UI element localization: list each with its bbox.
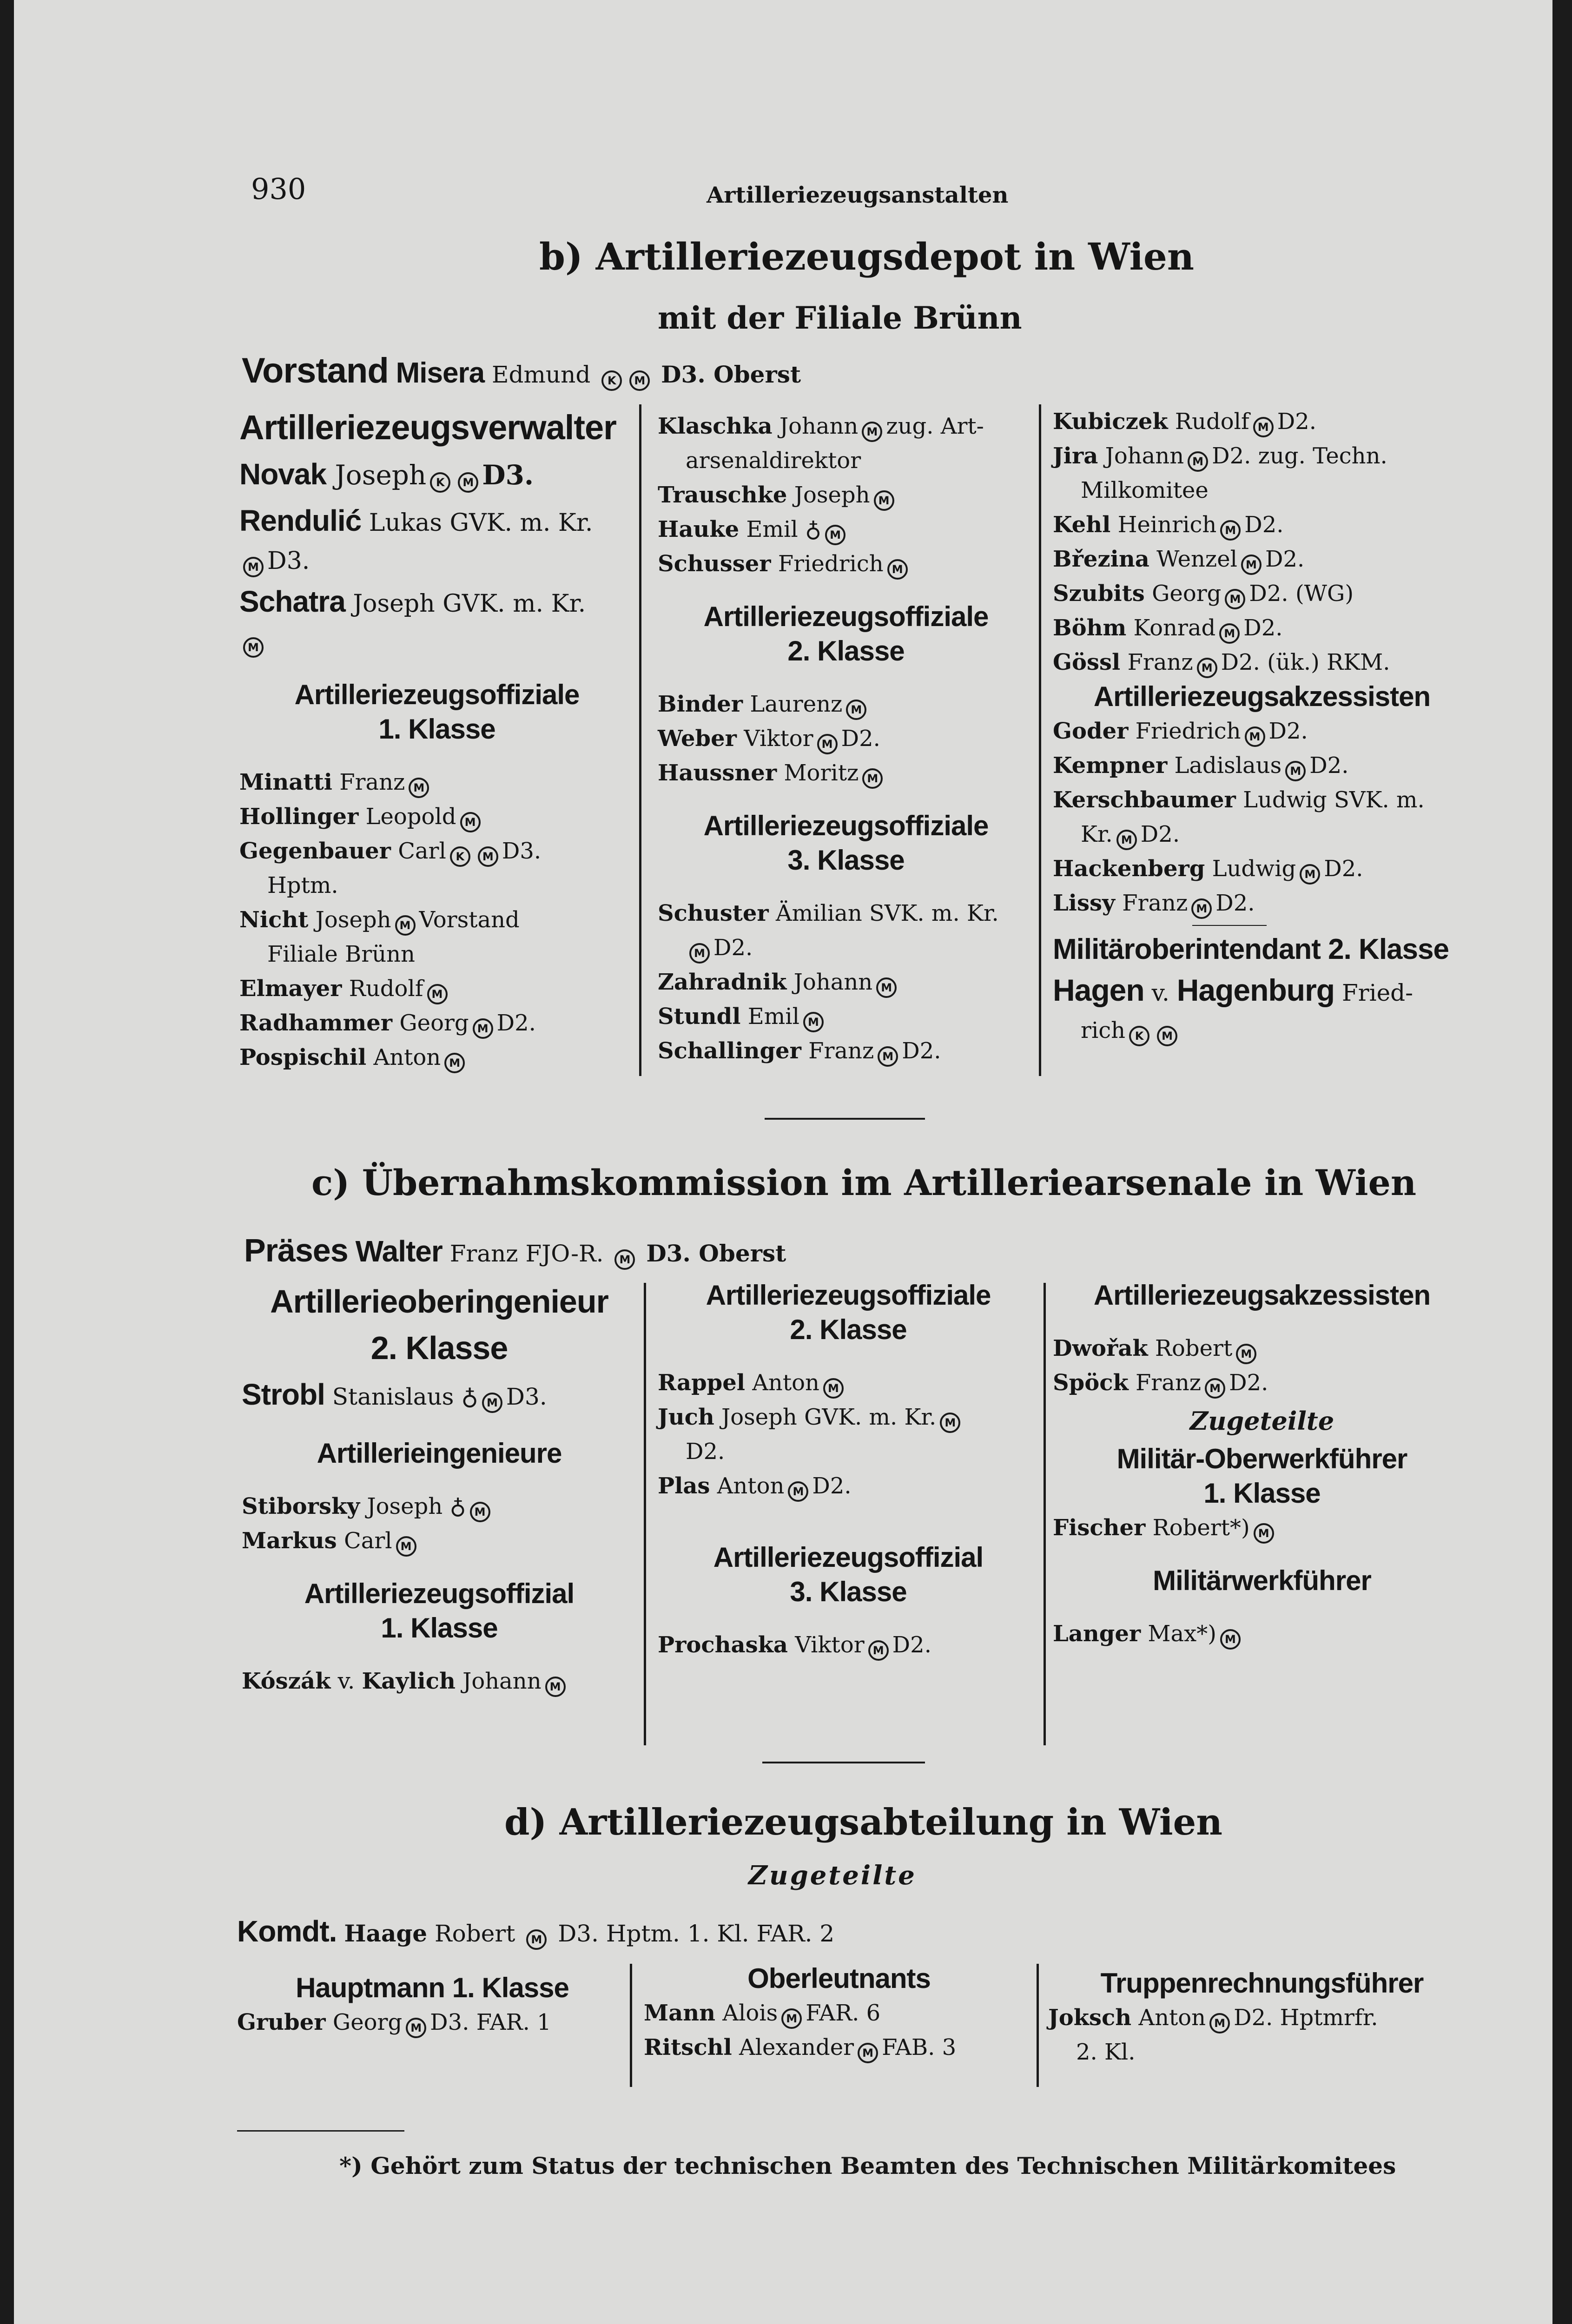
m-medal-icon: M [478,846,498,867]
list-item: Jira Johann M D2. zug. Techn. [1053,439,1471,473]
m-medal-icon: M [1236,1344,1256,1364]
section-b-subtitle: mit der Filiale Brünn [658,300,1022,336]
subheading: Zugeteilte [1189,1406,1334,1436]
komdt-line [237,1908,834,1954]
list-item: Langer Max*) M [1053,1617,1471,1651]
list-item-continuation: D2. [686,1439,725,1465]
m-medal-icon: M [526,1929,547,1950]
footnote-rule [237,2130,404,2132]
list-item: Nicht Joseph M Vorstand [239,903,634,937]
m-medal-icon: M [614,1249,635,1270]
page-sheet [14,0,1552,2324]
subheading: Artilleriezeugsakzessisten [1093,681,1431,712]
list-item: Schallinger Franz M D2. [658,1034,1034,1068]
column-divider [1037,1964,1039,2087]
column-divider [1039,404,1041,1076]
m-medal-icon: M [1245,726,1265,747]
column-heading: Truppenrechnungsführer [1100,1967,1424,1999]
m-medal-icon: M [409,778,429,798]
m-medal-icon: M [817,734,838,754]
running-head: Artilleriezeugsanstalten [707,182,1009,208]
praeses-rank: D3. Oberst [646,1240,786,1267]
section-divider [765,1118,925,1120]
list-item: Schatra Joseph GVK. m. Kr. [239,585,586,618]
list-item: Klaschka Johann M zug. Art- [658,409,1034,443]
list-item: Elmayer Rudolf M [239,971,634,1006]
section-d-title: d) Artilleriezeugsabteilung in Wien [504,1801,1222,1843]
m-medal-icon: M [1197,658,1217,678]
m-medal-icon: M [545,1677,566,1697]
section-d-column-3 [1048,1966,1476,2069]
list-item: Kehl Heinrich M D2. [1053,508,1471,542]
vorstand-surname: Misera [396,357,485,389]
list-item: Markus Carl M [242,1524,637,1558]
list-item: Joksch Anton M D2. Hptmrfr. [1048,2000,1476,2035]
list-item: Hagen v. Hagenburg Fried- [1053,973,1413,1007]
m-medal-icon: M [395,915,416,936]
column-heading: Oberleutnants [747,1963,931,1994]
m-medal-icon: M [689,943,710,964]
m-medal-icon: M [1220,1629,1241,1650]
list-item: Rendulić Lukas GVK. m. Kr. [239,504,593,537]
m-medal-icon: M [470,1502,490,1522]
list-item: Zahradnik Johann M [658,965,1034,999]
column-divider [644,1283,646,1745]
subheading: Artilleriezeugsoffizial [713,1542,984,1573]
subheading: Militäroberintendant 2. Klasse [1053,933,1449,965]
list-item: Weber Viktor M D2. [658,721,1034,756]
subheading: 3. Klasse [790,1576,907,1607]
section-d-column-2 [644,1961,1034,2065]
list-item: Fischer Robert*) M [1053,1511,1471,1545]
list-item: Haussner Moritz M [658,756,1034,790]
list-item: Kubiczek Rudolf M D2. [1053,404,1471,439]
list-item: Ritschl Alexander M FAB. 3 [644,2030,1034,2065]
m-medal-icon: M [1285,761,1306,781]
list-item: Schuster Ämilian SVK. m. Kr. [658,900,999,926]
m-medal-icon: M [1241,555,1262,575]
m-medal-icon: M [396,1536,416,1557]
section-b-title: b) Artilleriezeugsdepot in Wien [539,235,1195,278]
column-heading: Hauptmann 1. Klasse [296,1972,569,2003]
m-medal-icon: M [427,984,448,1004]
k-order-icon: K [1129,1026,1149,1046]
list-item: Stiborsky Joseph ♁ M [242,1489,637,1524]
list-item: Mann Alois M FAR. 6 [644,1996,1034,2030]
m-medal-icon: M [1219,623,1240,644]
list-item-continuation [239,625,634,659]
vorstand-rank: D3. Oberst [661,361,801,388]
m-medal-icon: M [444,1053,465,1073]
m-medal-icon: M [1116,830,1137,850]
list-item: Böhm Konrad M D2. [1053,611,1471,645]
column-heading: Artillerieoberingenieur [270,1283,608,1320]
list-item: Hackenberg Ludwig M D2. [1053,852,1471,886]
list-item: Spöck Franz M D2. [1053,1366,1471,1400]
subheading: Artillerieingenieure [317,1438,562,1469]
vorstand-line [242,348,801,396]
m-medal-icon: M [781,2008,802,2029]
list-item: Goder Friedrich M D2. [1053,714,1471,748]
m-medal-icon: M [887,559,908,580]
m-medal-icon: M [1220,520,1241,541]
cross-order-icon: ♁ [461,1383,478,1410]
subheading: 3. Klasse [787,845,905,876]
m-medal-icon: M [940,1413,960,1433]
m-medal-icon: M [862,422,882,442]
list-item-continuation: Hptm. [267,872,338,898]
column-heading: 2. Klasse [790,1314,907,1345]
column-heading: 2. Klasse [370,1330,508,1366]
m-medal-icon: M [878,1046,898,1067]
m-medal-icon: M [868,1640,889,1661]
section-b-column-1 [239,404,634,1075]
vorstand-label: Vorstand [242,351,389,390]
section-divider [762,1762,925,1763]
subheading: 1. Klasse [381,1612,498,1644]
list-item: Gegenbauer Carl K M D3. [239,834,634,868]
m-medal-icon: M [825,525,845,545]
m-medal-icon: M [788,1481,808,1502]
list-item: M D3. [239,544,634,578]
m-medal-icon: M [243,557,264,577]
subheading: 2. Klasse [787,635,905,667]
column-divider [630,1964,632,2087]
m-medal-icon: M [629,370,650,391]
section-c-column-1 [242,1278,637,1698]
m-medal-icon: M [460,812,481,832]
subheading: Artilleriezeugsoffiziale [294,679,580,710]
m-medal-icon: M [823,1378,844,1399]
list-item: Juch Joseph GVK. m. Kr. M [658,1400,1039,1434]
list-item: Dwořak Robert M [1053,1331,1471,1366]
m-medal-icon: M [862,768,883,789]
list-item: Trauschke Joseph M [658,478,1034,512]
list-item: Lissy Franz M D2. [1053,886,1471,920]
m-medal-icon: M [1205,1378,1225,1399]
section-b-column-3 [1053,404,1471,1048]
section-c-column-2 [658,1278,1039,1662]
cross-order-icon: ♁ [449,1493,466,1519]
m-medal-icon: M [406,2018,426,2038]
column-heading: Artilleriezeugsoffiziale [706,1280,991,1311]
column-heading: Artilleriezeugsakzessisten [1093,1280,1431,1311]
list-item: Kószák v. Kaylich Johann M [242,1664,637,1698]
section-c-title: c) Übernahmskommission im Artilleriearsenale in Wien [311,1162,1417,1203]
praeses-given: Franz FJO-R. [449,1240,604,1267]
list-item-continuation: arsenaldirektor [686,448,861,474]
m-medal-icon: M [1253,417,1274,437]
list-item: Minatti Franz M [239,765,634,799]
list-item: Rappel Anton M [658,1366,1039,1400]
cross-order-icon: ♁ [805,516,822,542]
subheading: Militär-Oberwerkführer [1116,1443,1407,1474]
m-medal-icon: M [1225,589,1245,609]
list-item: Stundl Emil M [658,999,1034,1034]
k-order-icon: K [601,370,622,391]
list-item: Strobl Stanislaus ♁ M D3. [242,1371,637,1418]
komdt-label: Komdt. [237,1915,337,1948]
m-medal-icon: M [846,700,866,720]
list-item-continuation: rich K M [1053,1013,1471,1048]
list-item: Hauke Emil ♁ M [658,512,1034,547]
list-item: Kempner Ladislaus M D2. [1053,748,1471,783]
list-item: Gössl Franz M D2. (ük.) RKM. [1053,645,1471,680]
section-d-column-1 [237,1971,627,2040]
k-order-icon: K [430,472,450,493]
short-rule [1192,925,1267,926]
m-medal-icon: M [876,977,897,998]
section-d-subtitle: Zugeteilte [748,1860,917,1891]
list-item: Plas Anton M D2. [658,1469,1039,1503]
column-divider [639,404,641,1076]
m-medal-icon: M [1191,898,1212,919]
m-medal-icon: M [803,1012,824,1032]
column-divider [1044,1283,1046,1745]
list-item: Binder Laurenz M [658,687,1034,721]
praeses-line [244,1227,786,1274]
section-b-column-2 [658,409,1034,1068]
list-item-continuation: Milkomitee [1081,477,1209,503]
m-medal-icon: M [874,490,894,511]
subheading: 1. Klasse [378,713,495,745]
subheading: Artilleriezeugsoffizial [304,1578,575,1609]
m-medal-icon: M [1188,451,1208,472]
list-item-continuation: Filiale Brünn [267,941,415,967]
subheading: Artilleriezeugsoffiziale [703,601,989,632]
vorstand-given: Edmund [492,361,591,388]
komdt-given: Robert [435,1920,515,1947]
list-item: Pospischil Anton M [239,1040,634,1075]
list-item: Březina Wenzel M D2. [1053,542,1471,576]
komdt-rank: D3. Hptm. 1. Kl. FAR. 2 [558,1920,835,1947]
m-medal-icon: M [858,2043,878,2063]
list-item: Schusser Friedrich M [658,547,1034,581]
komdt-surname: Haage [344,1920,428,1947]
m-medal-icon: M [482,1393,502,1413]
subheading: Artilleriezeugsoffiziale [703,810,989,841]
page-number: 930 [251,172,306,206]
m-medal-icon: M [458,472,478,493]
m-medal-icon: M [1300,864,1320,885]
list-item-continuation: Kr. M D2. [1053,817,1471,852]
list-item-continuation: M D2. [658,931,1034,965]
m-medal-icon: M [243,637,264,658]
list-item: Kerschbaumer Ludwig SVK. m. [1053,787,1425,813]
subheading: Militärwerkführer [1153,1565,1371,1596]
list-item: Radhammer Georg M D2. [239,1006,634,1040]
section-c-column-3 [1053,1278,1471,1651]
m-medal-icon: M [1157,1026,1177,1046]
list-item: Novak Joseph K M D3. [239,451,634,497]
k-order-icon: K [450,846,470,867]
m-medal-icon: M [1209,2013,1230,2034]
list-item-continuation: 2. Kl. [1076,2039,1136,2065]
list-item: Gruber Georg M D3. FAR. 1 [237,2005,627,2040]
list-item: Prochaska Viktor M D2. [658,1628,1039,1662]
m-medal-icon: M [473,1018,493,1039]
praeses-surname: Walter [355,1235,443,1268]
m-medal-icon: M [1254,1523,1274,1544]
column-heading: Artilleriezeugsverwalter [239,408,616,447]
list-item: Hollinger Leopold M [239,799,634,834]
list-item: Szubits Georg M D2. (WG) [1053,576,1471,611]
footnote: *) Gehört zum Status der technischen Beamten des Technischen Militärkomitees [339,2152,1396,2179]
subheading: 1. Klasse [1203,1478,1321,1509]
praeses-label: Präses [244,1232,348,1268]
